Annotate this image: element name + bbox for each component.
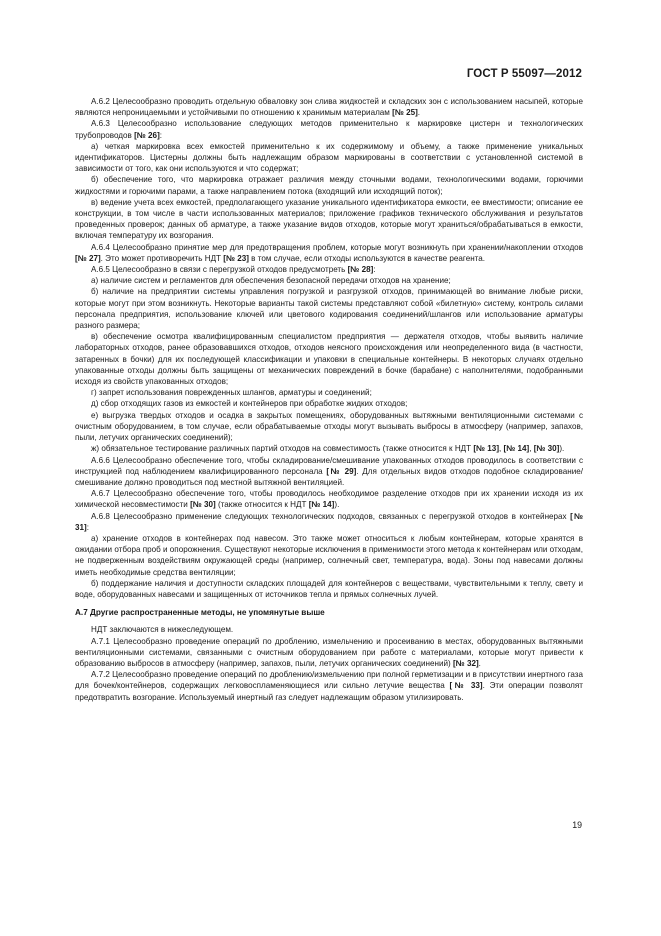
reference-number: [№ 30] xyxy=(533,444,560,454)
section-heading-a-7: А.7 Другие распространенные методы, не упомянутые выше xyxy=(75,608,325,618)
reference-number: [№ 28] xyxy=(347,265,374,275)
list-item-e: е) выгрузка твердых отходов и осадка в закрытых помещениях, оборудованных вытяжными вентиляционными системами с очистным оборудованием, в том случае, если обрабатываемые отходы могут вызывать выбросы в атмосферу (например, запахов, пыли, летучих органических соединений); xyxy=(75,410,583,443)
reference-number: [№ 32] xyxy=(452,658,479,668)
reference-number: [№ 25] xyxy=(392,108,418,118)
paragraph-a-6-3: А.6.3 Целесообразно использование следующих методов применительно к маркировке цистерн и технологических трубопроводов [№ 26]: xyxy=(75,119,583,140)
reference-number: [№ 33] xyxy=(449,681,483,691)
paragraph-a-6-6: А.6.6 Целесообразно обеспечение того, чтобы складирование/смешивание упакованных отходов проводилось в соответствии с инструкцией под наблюдением квалифицированного персонала [№ 29]. Для отдельных видов отходов подобное складирование/смешивание должно проводиться под местной вытяжной вентиляцией. xyxy=(75,455,584,487)
list-item-v: в) обеспечение осмотра квалифицированным специалистом предприятия — держателя отходов, чтобы выявить наличие лабораторных отходов, ранее образовавшихся отходов, отходов неясного происхождения или неопределенного вида (в частности, затаренных в бочки) для их последующей классификации и упаковки в специальные контейнеры. В некоторых случаях отдельно упакованные отходы должны быть защищены от механических повреждений в бочке (барабане) с наполнителями, подобранными исходя из свойств упакованных отходов; xyxy=(75,332,583,387)
list-item-d: д) сбор отходящих газов из емкостей и контейнеров при обработке жидких отходов; xyxy=(91,399,408,409)
reference-number: [№ 31] xyxy=(75,511,583,532)
paragraph-a-6-4: А.6.4 Целесообразно принятие мер для предотвращения проблем, которые могут возникнуть при хранении/накоплении отходов [№ 27]. Это может противоречить НДТ [№ 23] в том случае, если отходы используются в качестве реагента. xyxy=(75,242,583,263)
reference-number: [№ 13] xyxy=(473,444,500,454)
list-item-a: а) хранение отходов в контейнерах под навесом. Это также может относиться к любым контейнерам, которые хранятся в ожидании отбора проб и опорожнения. Существуют некоторые исключения в применимости этого метода к контейнерам или отходам, не подверженным воздействиям окружающей среды (например, солнечный свет, температура, вода). Зоны под навесами должны иметь необходимые средства вентиляции; xyxy=(75,533,583,577)
reference-number: [№ 29] xyxy=(326,466,357,476)
paragraph-a-6-7: А.6.7 Целесообразно обеспечение того, чтобы проводилось необходимое разделение отходов при их хранении исходя из их химической несовместимости [№ 30] (также относится к НДТ [№ 14]). xyxy=(75,489,583,510)
document-body xyxy=(75,96,583,703)
document-code-header: ГОСТ Р 55097—2012 xyxy=(466,68,582,80)
reference-number: [№ 14] xyxy=(308,500,335,510)
paragraph-a-6-8: А.6.8 Целесообразно применение следующих технологических подходов, связанных с перегрузкой отходов в контейнерах [№ 31]: xyxy=(75,511,583,532)
list-item-a: а) четкая маркировка всех емкостей применительно к их содержимому и объему, а также применение уникальных идентификаторов. Цистерны должны быть надлежащим образом маркированы в соответствии с установленной системой в зависимости от того, как они используются и что содержат; xyxy=(75,141,583,174)
page-number: 19 xyxy=(572,820,582,830)
paragraph-a-7-1: А.7.1 Целесообразно проведение операций по дроблению, измельчению и просеиванию в местах, оборудованных вытяжными вентиляционными системами, связанными с очистным оборудованием при работе с материалами, которые могут привести к образованию выбросов в атмосферу (например, запахов, пыли, летучих органических соединений) [№ 32]. xyxy=(75,636,583,668)
list-item-b: б) обеспечение того, что маркировка отражает различия между сточными водами, технологическими водами, горючими жидкостями и горючими парами, а также направлением потока (входящий или исходящий поток); xyxy=(75,175,583,196)
reference-number: [№ 23] xyxy=(223,253,249,263)
reference-number: [№ 30] xyxy=(190,500,216,510)
reference-number: [№ 26] xyxy=(134,130,160,140)
list-item-v: в) ведение учета всех емкостей, предполагающего указание уникального идентификатора емкости, ее вместимости; описание ее конструкции, в том числе в части использованных материалов; приложение графиков технического обслуживания и результатов проведенных проверок; данных об арматуре, а также указание видов отходов, которые могут храниться/обрабатываться в емкости, включая температуру их возгорания. xyxy=(75,197,583,241)
list-item-b: б) поддержание наличия и доступности складских площадей для контейнеров с веществами, чувствительными к теплу, свету и воде, оборудованных навесами и защищенных от источников тепла и прямых солнечных лучей. xyxy=(75,578,583,599)
paragraph-a-6-5: А.6.5 Целесообразно в связи с перегрузкой отходов предусмотреть [№ 28]: xyxy=(91,265,376,275)
paragraph-a-6-2: А.6.2 Целесообразно проводить отдельную обваловку зон слива жидкостей и складских зон с использованием насыпей, которые являются непроницаемыми и устойчивыми по отношению к хранимым материалам [№ 25]. xyxy=(75,97,583,118)
list-item-a: а) наличие систем и регламентов для обеспечения безопасной передачи отходов на хранение; xyxy=(91,276,451,286)
list-item-b: б) наличие на предприятии системы управления погрузкой и разгрузкой отходов, принимающей во внимание любые риски, которые могут при этом возникнуть. Некоторые варианты такой системы представляют собой «билетную» систему, контроль силами персонала предприятия, использование ключей или цветового кодирования соединений/шлангов или использование арматуры разного размера; xyxy=(75,287,583,331)
paragraph-intro: НДТ заключаются в нижеследующем. xyxy=(91,625,234,635)
list-item-g: г) запрет использования поврежденных шлангов, арматуры и соединений; xyxy=(91,388,372,398)
list-item-zh: ж) обязательное тестирование различных партий отходов на совместимость (также относится к НДТ [№ 13], [№ 14], [№ 30]). xyxy=(91,444,565,454)
reference-number: [№ 27] xyxy=(75,253,101,263)
reference-number: [№ 14] xyxy=(503,444,530,454)
paragraph-a-7-2: А.7.2 Целесообразно проведение операций по дроблению/измельчению при полной герметизации и в присутствии инертного газа для бочек/контейнеров, содержащих легковоспламеняющиеся или сильно летучие вещества [№ 33]. Эти операции позволят предотвратить возгорание. Используемый инертный газ следует надлежащим образом утилизировать. xyxy=(75,670,583,702)
